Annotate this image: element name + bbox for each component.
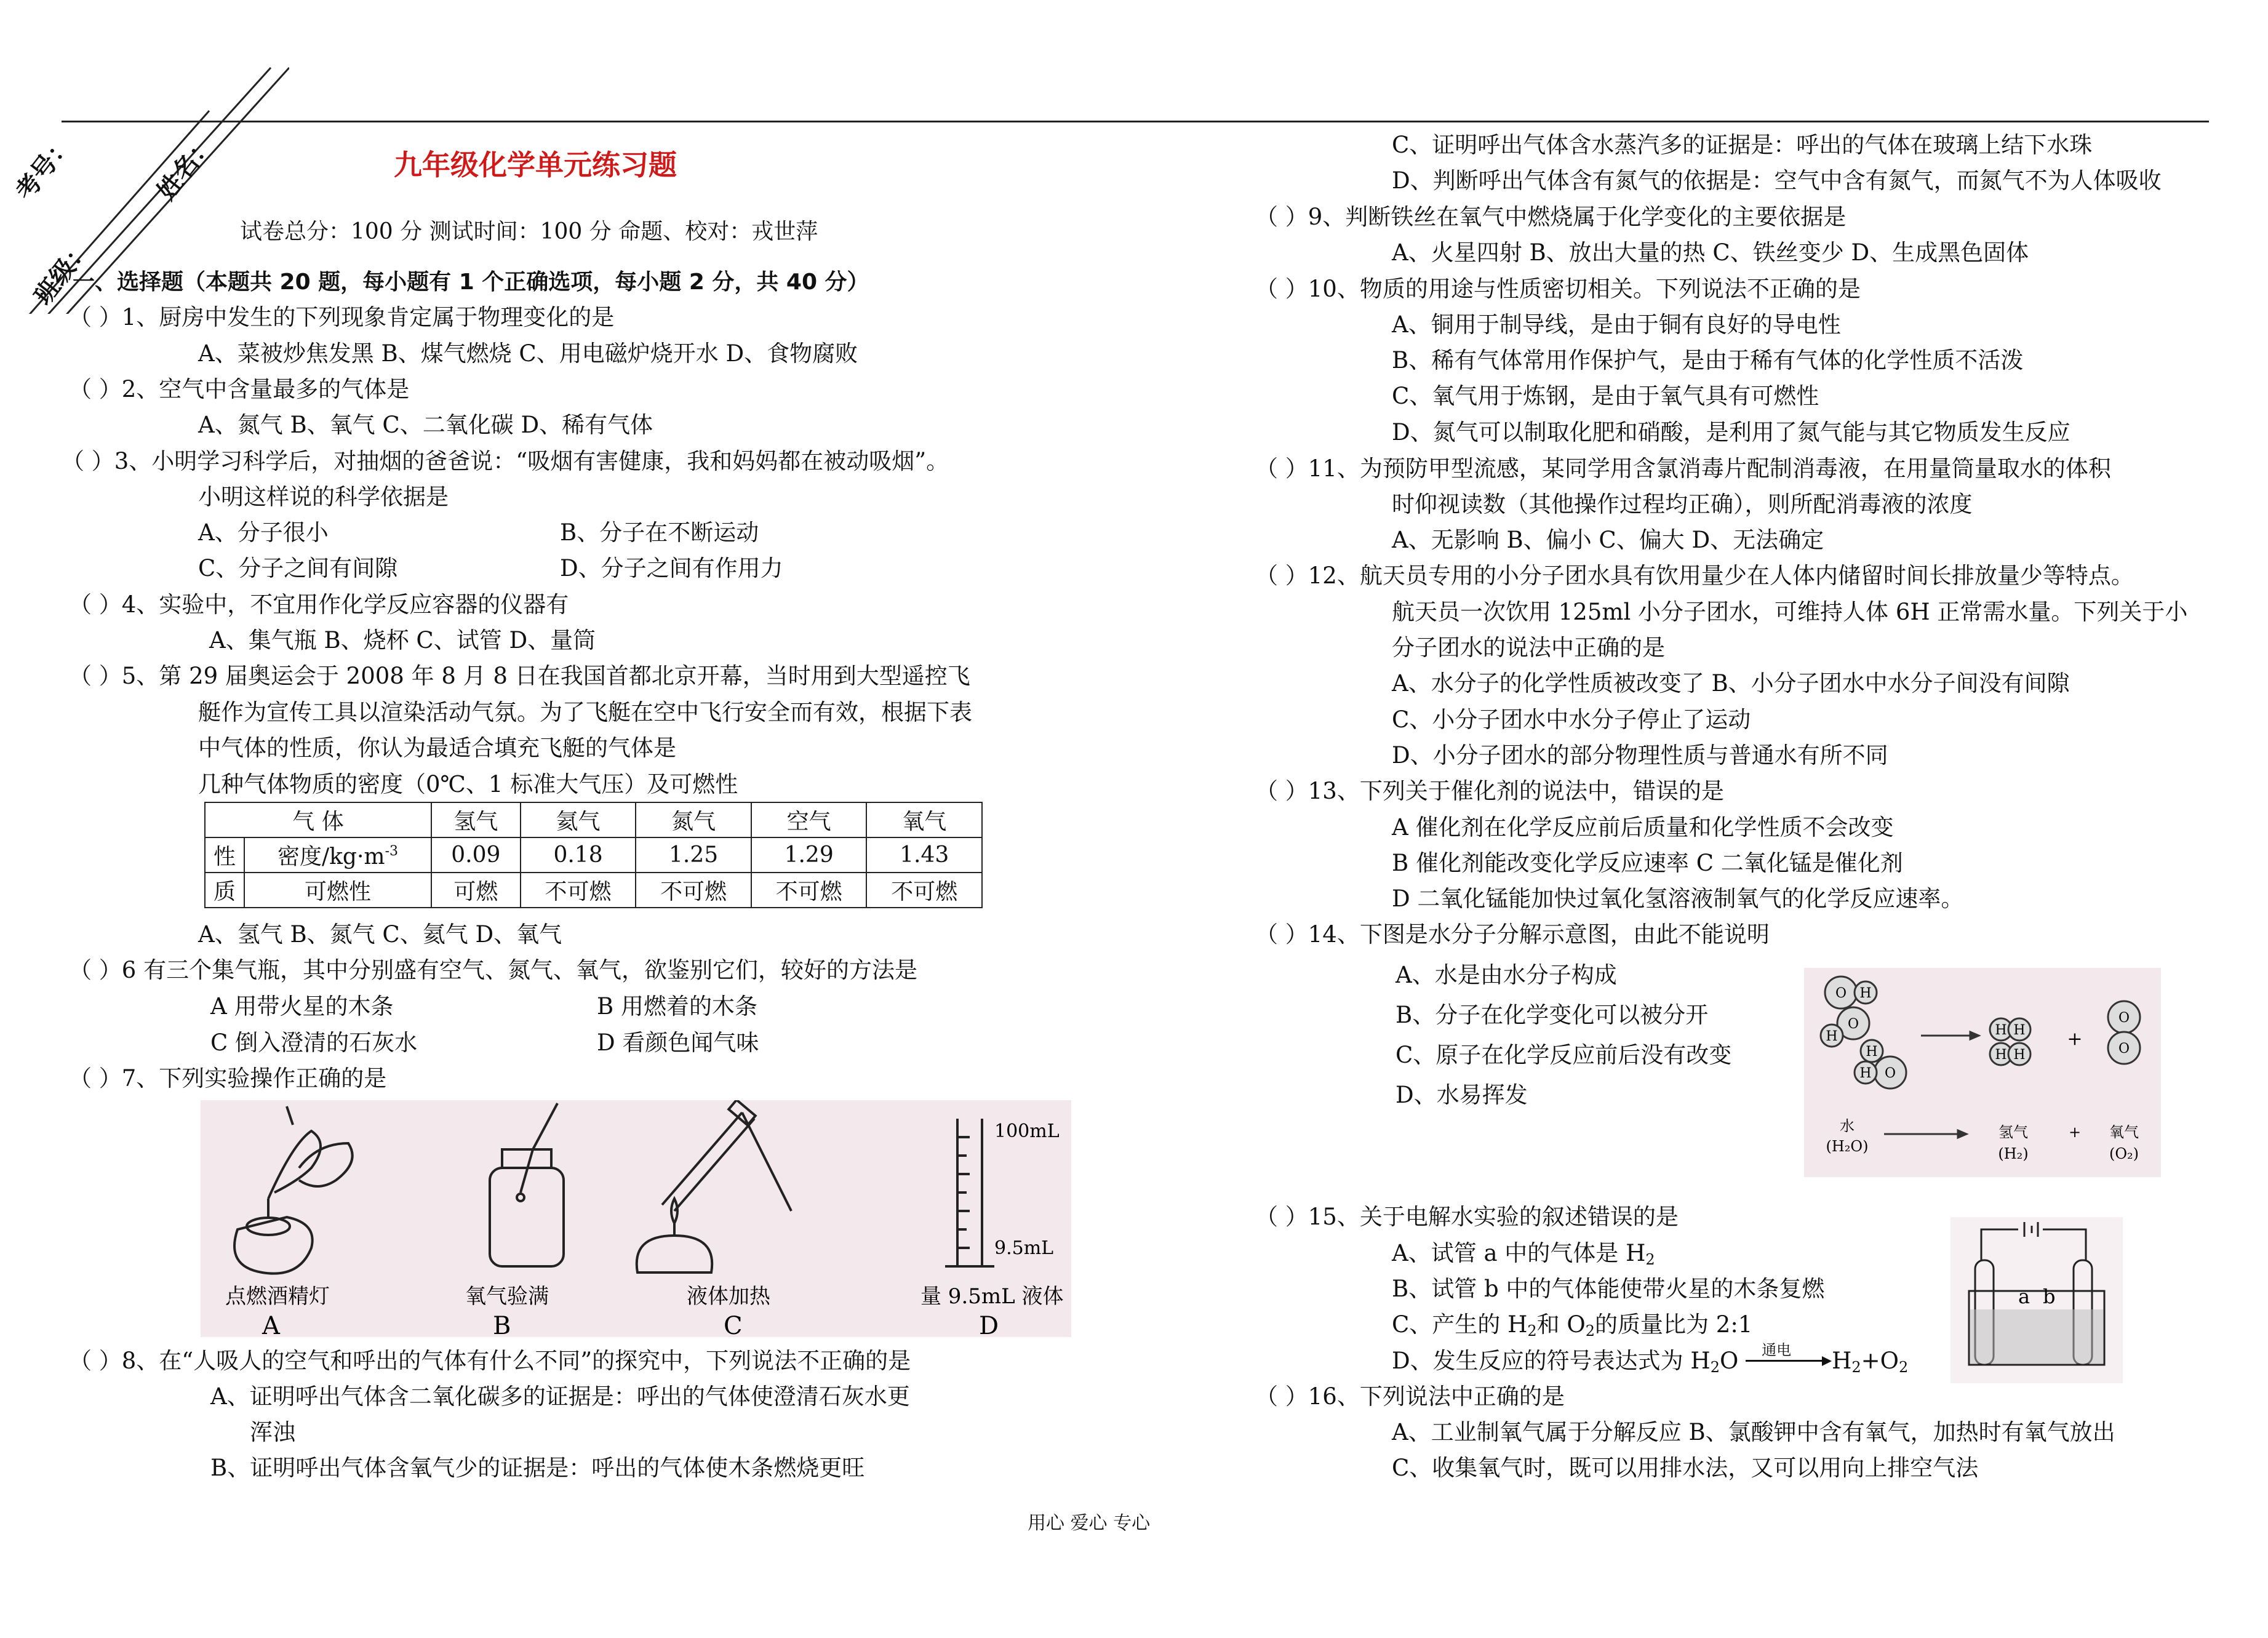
atom-h-5: H (1995, 1023, 2007, 1038)
q6-option-c: C 倒入澄清的石灰水 (210, 1029, 418, 1056)
q11-cont: 时仰视读数（其他操作过程均正确），则所配消毒液的浓度 (1392, 491, 1973, 517)
figD-100ml: 100mL (994, 1121, 1060, 1142)
q14-option-d: D、水易挥发 (1396, 1082, 1528, 1108)
q8-option-d: D、判断呼出气体含有氮气的依据是：空气中含有氮气，而氮气不为人体吸收 (1392, 167, 2162, 194)
figD-95ml: 9.5mL (994, 1237, 1054, 1259)
q12-options2: C、小分子团水中水分子停止了运动 (1392, 706, 1751, 733)
label-hydrogen-formula: (H₂) (1998, 1145, 2029, 1162)
q9-options: A、火星四射 B、放出大量的热 C、铁丝变少 D、生成黑色固体 (1392, 239, 2029, 266)
figD-caption: 量 9.5mL 液体 (920, 1284, 1064, 1309)
row-label-zhi: 质 (205, 873, 244, 908)
atom-h-1: H (1859, 986, 1872, 1001)
q15: （ ）15、关于电解水实验的叙述错误的是 (1255, 1204, 1679, 1230)
density-h2: 0.09 (431, 837, 521, 873)
label-oxygen: 氧气 (2109, 1124, 2139, 1141)
q8-option-b: B、证明呼出气体含氧气少的证据是：呼出的气体使木条燃烧更旺 (210, 1455, 865, 1481)
figA-caption: 点燃酒精灯 (225, 1284, 330, 1309)
q10-option-a: A、铜用于制导线，是由于铜有良好的导电性 (1392, 311, 1841, 338)
q8: （ ）8、在“人吸人的空气和呼出的气体有什么不同”的探究中，下列说法不正确的是 (69, 1348, 911, 1374)
q13-option-a: A 催化剂在化学反应前后质量和化学性质不会改变 (1392, 814, 1894, 841)
banji-label: 班级： (29, 234, 97, 310)
q6: （ ）6 有三个集气瓶，其中分别盛有空气、氮气、氧气，欲鉴别它们，较好的方法是 (69, 957, 918, 983)
label-oxygen-formula: (O₂) (2109, 1145, 2139, 1162)
figC-letter: C (724, 1312, 743, 1337)
flam-o2: 不可燃 (866, 873, 982, 908)
q8-option-c: C、证明呼出气体含水蒸汽多的证据是：呼出的气体在玻璃上结下水珠 (1392, 132, 2093, 158)
row-label-xing: 性 (205, 837, 244, 873)
q2: （ ）2、空气中含量最多的气体是 (69, 376, 410, 402)
figB-letter: B (493, 1312, 511, 1337)
density-o2: 1.43 (866, 837, 982, 873)
q11: （ ）11、为预防甲型流感，某同学用含氯消毒片配制消毒液，在用量筒量取水的体积 (1255, 455, 2111, 482)
q12-options1: A、水分子的化学性质被改变了 B、小分子团水中水分子间没有间隙 (1392, 670, 2070, 697)
q1-options: A、菜被炒焦发黑 B、煤气燃烧 C、用电磁炉烧开水 D、食物腐败 (198, 340, 858, 367)
atom-o-1: O (1835, 986, 1847, 1001)
q10-option-d: D、氮气可以制取化肥和硝酸，是利用了氮气能与其它物质发生反应 (1392, 419, 2070, 445)
q16: （ ）16、下列说法中正确的是 (1255, 1383, 1565, 1410)
atom-h-2: H (1826, 1029, 1838, 1044)
q5-cont2: 中气体的性质，你认为最适合填充飞艇的气体是 (198, 735, 676, 761)
figB-caption: 氧气验满 (465, 1284, 549, 1309)
atom-h-8: H (2013, 1047, 2026, 1063)
q16-option-c: C、收集氧气时，既可以用排水法，又可以用向上排空气法 (1392, 1455, 1979, 1481)
atom-o-2: O (1847, 1017, 1859, 1032)
q16-option-ab: A、工业制氧气属于分解反应 B、氯酸钾中含有氧气，加热时有氧气放出 (1392, 1419, 2115, 1445)
flam-air: 不可燃 (751, 873, 867, 908)
q5: （ ）5、第 29 届奥运会于 2008 年 8 月 8 日在我国首都北京开幕，当时用到大型遥控飞 (69, 663, 970, 689)
atom-h-4: H (1859, 1066, 1872, 1081)
q15-option-d: D、发生反应的符号表达式为 $H_2O$ 通电 $H_2+O_2$ (1392, 1341, 1909, 1376)
q13: （ ）13、下列关于催化剂的说法中，错误的是 (1255, 778, 1724, 804)
q3: （ ）3、小明学习科学后，对抽烟的爸爸说：“吸烟有害健康，我和妈妈都在被动吸烟”。 (62, 448, 949, 474)
q3-option-b: B、分子在不断运动 (560, 519, 759, 546)
q1: （ ）1、厨房中发生的下列现象肯定属于物理变化的是 (69, 304, 615, 330)
header-rule (62, 121, 2209, 122)
atom-h-6: H (2013, 1023, 2026, 1038)
q6-option-a: A 用带火星的木条 (210, 993, 394, 1020)
figC-caption: 液体加热 (687, 1284, 770, 1309)
density-he: 0.18 (521, 837, 636, 873)
q14: （ ）14、下图是水分子分解示意图，由此不能说明 (1255, 921, 1770, 948)
q12: （ ）12、航天员专用的小分子团水具有饮用量少在人体内储留时间长排放量少等特点。 (1255, 562, 2134, 589)
q11-options: A、无影响 B、偏小 C、偏大 D、无法确定 (1392, 527, 1824, 553)
q3-option-a: A、分子很小 (198, 519, 329, 546)
q14-water-decomposition-figure (1804, 968, 2161, 1177)
figA-letter: A (262, 1312, 280, 1337)
q5-options: A、氢气 B、氮气 C、氦气 D、氧气 (198, 921, 562, 948)
q13-option-d: D 二氧化锰能加快过氧化氢溶液制氧气的化学反应速率。 (1392, 885, 1964, 912)
table-header-he: 氦气 (521, 802, 636, 837)
q8-option-a2: 浑浊 (250, 1419, 295, 1445)
q13-option-bc: B 催化剂能改变化学反应速率 C 二氧化锰是催化剂 (1392, 850, 1903, 876)
q7-lab-figure (201, 1100, 1071, 1337)
density-n2: 1.25 (636, 837, 751, 873)
kaohao-label: 考号： (10, 129, 79, 206)
table-header-air: 空气 (751, 802, 867, 837)
q3-cont: 小明这样说的科学依据是 (198, 484, 449, 510)
q3-option-c: C、分子之间有间隙 (198, 555, 398, 581)
plus-1: + (2067, 1028, 2083, 1050)
q7: （ ）7、下列实验操作正确的是 (69, 1065, 387, 1092)
section-title: 一、选择题（本题共 20 题，每小题有 1 个正确选项，每小题 2 分，共 40 分） (73, 270, 869, 295)
atom-o-5: O (2118, 1041, 2130, 1057)
plus-2: + (2068, 1124, 2082, 1141)
tube-b-label: b (2043, 1285, 2056, 1308)
exam-meta: 试卷总分：100 分 测试时间：100 分 命题、校对：戎世萍 (240, 219, 818, 244)
q12-cont2: 分子团水的说法中正确的是 (1392, 634, 1665, 661)
q8-option-a1: A、证明呼出气体含二氧化碳多的证据是：呼出的气体使澄清石灰水更 (210, 1383, 910, 1410)
flam-he: 不可燃 (521, 873, 636, 908)
label-water-formula: (H₂O) (1826, 1138, 1869, 1155)
atom-h-3: H (1866, 1044, 1878, 1060)
label-hydrogen: 氢气 (1998, 1124, 2028, 1141)
q6-option-d: D 看颜色闻气味 (597, 1029, 759, 1056)
table-header-n2: 氮气 (636, 802, 751, 837)
flam-n2: 不可燃 (636, 873, 751, 908)
density-air: 1.29 (751, 837, 867, 873)
flammability-label: 可燃性 (244, 873, 431, 908)
footer-slogan: 用心 爱心 专心 (1028, 1512, 1151, 1534)
page-title: 九年级化学单元练习题 (394, 148, 677, 182)
atom-o-4: O (2118, 1010, 2130, 1026)
q15-option-a: A、试管 a 中的气体是 $H_2$ (1392, 1240, 1655, 1268)
label-water: 水 (1840, 1117, 1855, 1135)
xingming-label: 姓名： (152, 129, 220, 206)
tube-a-label: a (2018, 1285, 2030, 1308)
q14-option-b: B、分子在化学变化可以被分开 (1396, 1002, 1709, 1028)
q5-cont1: 艇作为宣传工具以渲染活动气氛。为了飞艇在空中飞行安全而有效，根据下表 (198, 699, 972, 725)
q6-option-b: B 用燃着的木条 (597, 993, 757, 1020)
flam-h2: 可燃 (431, 873, 521, 908)
q15-electrolysis-figure (1951, 1217, 2123, 1383)
q4-options: A、集气瓶 B、烧杯 C、试管 D、量筒 (209, 627, 596, 653)
q10: （ ）10、物质的用途与性质密切相关。下列说法不正确的是 (1255, 276, 1861, 302)
atom-h-7: H (1995, 1047, 2007, 1063)
q2-options: A、氮气 B、氧气 C、二氧化碳 D、稀有气体 (198, 412, 653, 438)
table-header-o2: 氧气 (866, 802, 982, 837)
q4: （ ）4、实验中，不宜用作化学反应容器的仪器有 (69, 591, 569, 618)
table-header-h2: 氢气 (431, 802, 521, 837)
q14-option-c: C、原子在化学反应前后没有改变 (1396, 1042, 1732, 1068)
q3-option-d: D、分子之间有作用力 (560, 555, 783, 581)
q10-option-b: B、稀有气体常用作保护气，是由于稀有气体的化学性质不活泼 (1392, 347, 2024, 374)
q10-option-c: C、氧气用于炼钢，是由于氧气具有可燃性 (1392, 383, 1819, 409)
q12-options3: D、小分子团水的部分物理性质与普通水有所不同 (1392, 742, 1888, 769)
density-label: 密度$/kg\cdot m^{-3}$ (244, 837, 431, 873)
figD-letter: D (979, 1312, 999, 1337)
q14-option-a: A、水是由水分子构成 (1396, 962, 1617, 988)
q12-cont1: 航天员一次饮用 125ml 小分子团水，可维持人体 6H 正常需水量。下列关于小 (1392, 599, 2188, 625)
table-header-gas: 气 体 (205, 802, 431, 837)
q9: （ ）9、判断铁丝在氧气中燃烧属于化学变化的主要依据是 (1255, 204, 1847, 230)
q5-table-caption: 几种气体物质的密度（0℃、1 标准大气压）及可燃性 (198, 771, 738, 797)
q15-option-b: B、试管 b 中的气体能使带火星的木条复燃 (1392, 1276, 1825, 1302)
q15-option-c: C、产生的 $H_2$和 $O_2$的质量比为 2:1 (1392, 1311, 1753, 1340)
atom-o-3: O (1884, 1066, 1896, 1081)
gas-property-table (204, 802, 983, 908)
